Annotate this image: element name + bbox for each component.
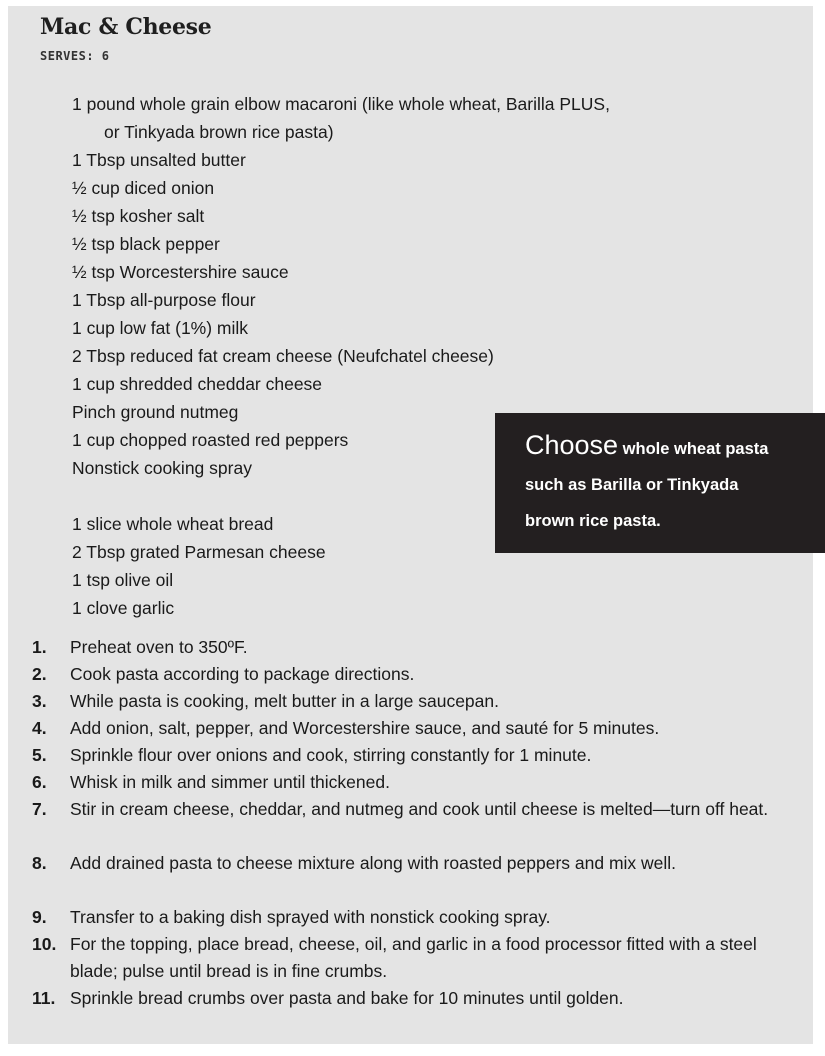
- ingredient: ½ cup diced onion: [72, 178, 215, 198]
- ingredient: 1 cup shredded cheddar cheese: [72, 374, 323, 394]
- ingredient: 1 Tbsp all-purpose flour: [72, 290, 256, 310]
- recipe-title: Mac & Cheese: [40, 14, 212, 40]
- step-text: Cook pasta according to package directions.: [70, 664, 415, 684]
- step-text: Sprinkle bread crumbs over pasta and bake for 10 minutes until golden.: [70, 988, 624, 1008]
- ingredient: 1 pound whole grain elbow macaroni (like whole wheat, Barilla PLUS,: [72, 94, 610, 114]
- step-number: 10.: [32, 934, 57, 954]
- step-text: Whisk in milk and simmer until thickened.: [70, 772, 390, 792]
- step-text: While pasta is cooking, melt butter in a large saucepan.: [70, 691, 499, 711]
- callout-emphasis: Choose: [525, 430, 619, 460]
- step-text: Add drained pasta to cheese mixture along with roasted peppers and mix well.: [70, 853, 677, 873]
- ingredient: Nonstick cooking spray: [72, 458, 252, 478]
- step-text: Add onion, salt, pepper, and Worcestershire sauce, and sauté for 5 minutes.: [70, 718, 660, 738]
- ingredient: ½ tsp Worcestershire sauce: [72, 262, 289, 282]
- ingredient: 1 Tbsp unsalted butter: [72, 150, 246, 170]
- callout-line-1: [525, 427, 815, 467]
- tip-callout: [495, 413, 825, 553]
- step-text: Transfer to a baking dish sprayed with nonstick cooking spray.: [70, 907, 551, 927]
- ingredient: 1 cup low fat (1%) milk: [72, 318, 249, 338]
- step-text: Stir in cream cheese, cheddar, and nutmeg and cook until cheese is melted—turn off heat.: [70, 799, 769, 819]
- topping-ingredient: 1 clove garlic: [72, 598, 175, 618]
- step-text: Preheat oven to 350ºF.: [70, 637, 248, 657]
- step-number: 8.: [32, 853, 47, 873]
- step-number: 2.: [32, 664, 47, 684]
- ingredient: ½ tsp black pepper: [72, 234, 220, 254]
- ingredient: ½ tsp kosher salt: [72, 206, 205, 226]
- recipe-card: [8, 6, 813, 1044]
- callout-line-2: such as Barilla or Tinkyada: [525, 476, 739, 494]
- ingredient: 2 Tbsp reduced fat cream cheese (Neufchatel cheese): [72, 346, 494, 366]
- step-number: 1.: [32, 637, 47, 657]
- step-number: 9.: [32, 907, 47, 927]
- ingredient: 1 cup chopped roasted red peppers: [72, 430, 349, 450]
- topping-ingredient: 1 slice whole wheat bread: [72, 514, 274, 534]
- step-text: Sprinkle flour over onions and cook, stirring constantly for 1 minute.: [70, 745, 592, 765]
- ingredient: Pinch ground nutmeg: [72, 402, 239, 422]
- step-number: 5.: [32, 745, 47, 765]
- callout-text: whole wheat pasta: [618, 440, 769, 458]
- step-number: 4.: [32, 718, 47, 738]
- callout-line-3: brown rice pasta.: [525, 512, 661, 530]
- step-number: 6.: [32, 772, 47, 792]
- step-text: For the topping, place bread, cheese, oil, and garlic in a food processor fitted with a steel blade; pulse until bread is in fine crumbs.: [70, 934, 757, 981]
- step-number: 7.: [32, 799, 47, 819]
- ingredient-continued: or Tinkyada brown rice pasta): [104, 122, 334, 142]
- step-number: 11.: [32, 988, 56, 1008]
- servings-label: SERVES: 6: [40, 49, 110, 63]
- topping-ingredient: 1 tsp olive oil: [72, 570, 174, 590]
- step-number: 3.: [32, 691, 47, 711]
- topping-ingredient: 2 Tbsp grated Parmesan cheese: [72, 542, 326, 562]
